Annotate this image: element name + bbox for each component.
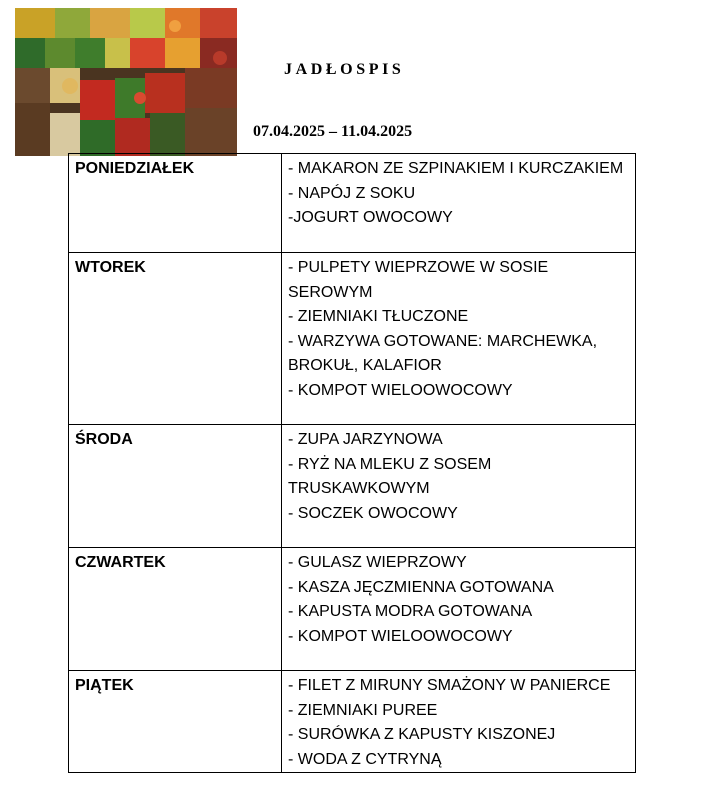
- dish-item: - NAPÓJ Z SOKU: [288, 184, 416, 202]
- menu-row-wednesday: [69, 425, 636, 548]
- dish-item: - GULASZ WIEPRZOWY: [288, 554, 467, 571]
- dish-item: - FILET Z MIRUNY SMAŻONY W PANIERCE: [288, 677, 611, 694]
- menu-row-monday: [69, 154, 636, 253]
- day-label: WTOREK: [69, 253, 282, 425]
- day-label: ŚRODA: [69, 425, 282, 548]
- dish-item: - KAPUSTA MODRA GOTOWANA: [288, 603, 533, 620]
- menu-row-tuesday: [69, 253, 636, 425]
- menu-row-thursday: [69, 548, 636, 671]
- date-range: 07.04.2025 – 11.04.2025: [253, 123, 413, 140]
- dish-item: - ZIEMNIAKI TŁUCZONE: [288, 308, 469, 325]
- day-label: PIĄTEK: [69, 671, 282, 773]
- dish-item: - KOMPOT WIELOOWOCOWY: [288, 627, 513, 645]
- dish-item: - PULPETY WIEPRZOWE W SOSIE SEROWYM: [288, 259, 549, 301]
- page-title: JADŁOSPIS: [284, 61, 405, 78]
- dish-list: [282, 548, 636, 671]
- vegetables-photo: [15, 8, 237, 156]
- dish-list: [282, 253, 636, 425]
- dish-item: -JOGURT OWOCOWY: [288, 209, 453, 226]
- dish-item: - ZUPA JARZYNOWA: [288, 431, 443, 448]
- dish-item: - SOCZEK OWOCOWY: [288, 504, 458, 522]
- dish-list: [282, 154, 636, 253]
- menu-row-friday: [69, 671, 636, 773]
- dish-item: - MAKARON ZE SZPINAKIEM I KURCZAKIEM: [288, 160, 624, 177]
- dish-item: - SURÓWKA Z KAPUSTY KISZONEJ: [288, 726, 556, 743]
- day-label: CZWARTEK: [69, 548, 282, 671]
- dish-item: - RYŻ NA MLEKU Z SOSEM TRUSKAWKOWYM: [288, 455, 492, 497]
- day-label: PONIEDZIAŁEK: [69, 154, 282, 253]
- dish-list: [282, 425, 636, 548]
- menu-table: [68, 153, 636, 773]
- dish-item: - KOMPOT WIELOOWOCOWY: [288, 381, 513, 399]
- dish-item: - WODA Z CYTRYNĄ: [288, 750, 442, 768]
- dish-item: - WARZYWA GOTOWANE: MARCHEWKA, BROKUŁ, KALAFIOR: [288, 332, 598, 374]
- dish-item: - ZIEMNIAKI PUREE: [288, 701, 438, 719]
- dish-item: - KASZA JĘCZMIENNA GOTOWANA: [288, 578, 554, 596]
- dish-list: [282, 671, 636, 773]
